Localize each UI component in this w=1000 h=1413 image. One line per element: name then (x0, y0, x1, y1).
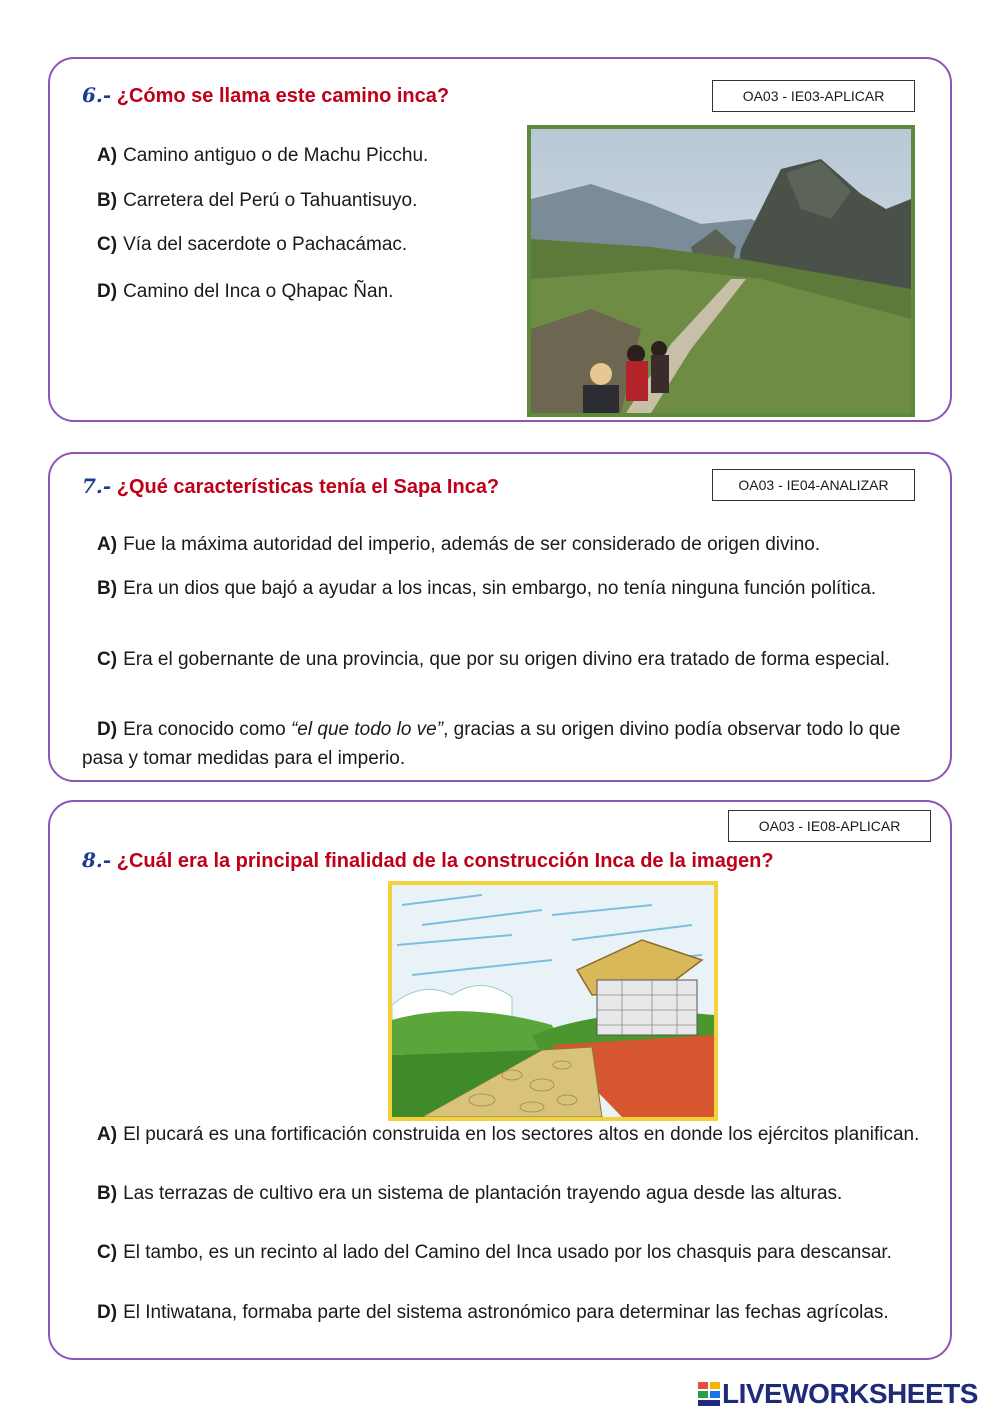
inca-trail-photo (527, 125, 915, 417)
question-text: ¿Cuál era la principal finalidad de la construcción Inca de la imagen? (116, 850, 774, 872)
option-c[interactable]: C) Vía del sacerdote o Pachacámac. (97, 234, 408, 255)
option-b[interactable]: B) Era un dios que bajó a ayudar a los incas, sin embargo, no tenía ninguna función política. (97, 578, 877, 599)
option-a[interactable]: A) Fue la máxima autoridad del imperio, además de ser considerado de origen divino. (97, 534, 821, 555)
option-d[interactable]: D) Era conocido como “el que todo lo ve”, gracias a su origen divino podía observar todo lo que pasa y tomar medidas para el imperio. (82, 719, 901, 769)
question-title (82, 848, 774, 873)
option-c[interactable]: C) El tambo, es un recinto al lado del Camino del Inca usado por los chasquis para descansar. (97, 1242, 892, 1263)
option-b[interactable]: B) Carretera del Perú o Tahuantisuyo. (97, 190, 418, 211)
objective-code: OA03 - IE03-APLICAR (712, 80, 915, 112)
question-title (82, 83, 449, 108)
objective-code: OA03 - IE04-ANALIZAR (712, 469, 915, 501)
tambo-drawing (388, 881, 718, 1121)
liveworksheets-icon (698, 1382, 720, 1406)
question-number: 7.- (82, 474, 112, 498)
question-number: 8.- (82, 848, 112, 872)
question-card-8 (48, 800, 952, 1360)
option-c[interactable]: C) Era el gobernante de una provincia, que por su origen divino era tratado de forma especial. (97, 649, 890, 670)
question-card-6 (48, 57, 952, 422)
option-d[interactable]: D) Camino del Inca o Qhapac Ñan. (97, 281, 394, 302)
brand-name: LIVEWORKSHEETS (722, 1378, 978, 1409)
question-title (82, 474, 499, 499)
liveworksheets-logo (698, 1378, 978, 1408)
question-text: ¿Cómo se llama este camino inca? (116, 85, 450, 107)
question-card-7 (48, 452, 952, 782)
question-number: 6.- (82, 83, 112, 107)
option-b[interactable]: B) Las terrazas de cultivo era un sistema de plantación trayendo agua desde las alturas. (97, 1183, 843, 1204)
question-text: ¿Qué características tenía el Sapa Inca? (116, 476, 500, 498)
option-d[interactable]: D) El Intiwatana, formaba parte del sistema astronómico para determinar las fechas agrícolas. (97, 1302, 889, 1323)
option-a[interactable]: A) Camino antiguo o de Machu Picchu. (97, 145, 429, 166)
option-a[interactable]: A) El pucará es una fortificación construida en los sectores altos en donde los ejércitos planifican. (97, 1124, 920, 1145)
objective-code: OA03 - IE08-APLICAR (728, 810, 931, 842)
